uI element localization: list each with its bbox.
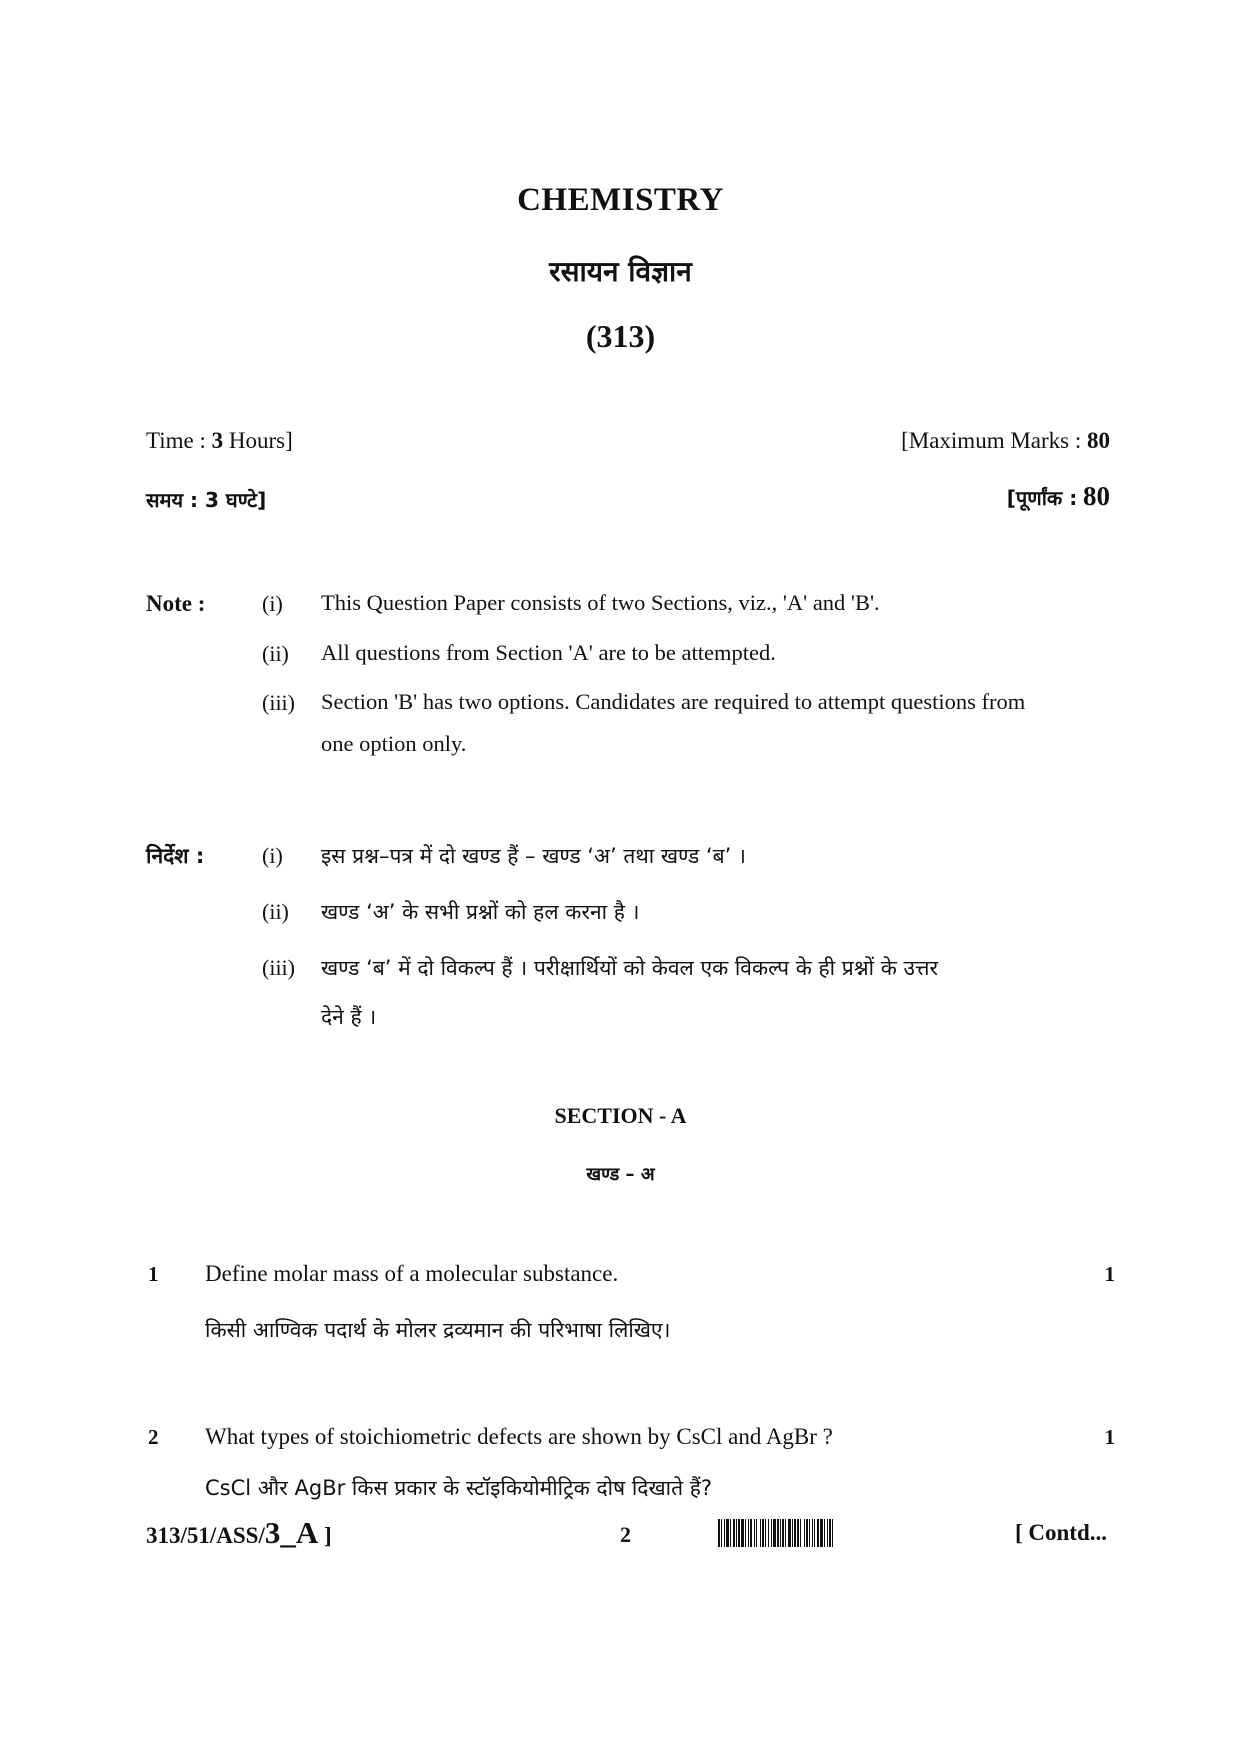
page-number: 2: [620, 1522, 631, 1547]
question-number: 1: [148, 1262, 159, 1286]
page-title: CHEMISTRY: [517, 182, 724, 218]
note-item-number: (i): [262, 591, 283, 616]
time-value: 3: [211, 428, 224, 453]
page-title-hindi: रसायन विज्ञान: [549, 255, 692, 288]
paper-code-set: 3_A: [264, 1515, 319, 1550]
section-title-hindi: खण्ड – अ: [586, 1164, 655, 1185]
note-item-text-hindi: खण्ड ‘अ’ के सभी प्रश्नों को हल करना है ।: [321, 900, 640, 924]
note-item-text-hindi: इस प्रश्न–पत्र में दो खण्ड हैं – खण्ड ‘अ’ तथा खण्ड ‘ब’ ।: [321, 844, 746, 868]
note-item-number: (iii): [262, 955, 295, 980]
note-item-number: (ii): [262, 899, 289, 924]
subject-code: (313): [585, 318, 656, 354]
note-heading-hindi: निर्देश :: [146, 844, 205, 868]
note-item-number: (i): [262, 843, 283, 868]
question-text-hindi: CsCl और AgBr किस प्रकार के स्टॉइकियोमीट्रिक दोष दिखाते हैं?: [205, 1476, 713, 1500]
note-item-text-hindi: खण्ड ‘ब’ में दो विकल्प हैं । परीक्षार्थियों को केवल एक विकल्प के ही प्रश्नों के उत्तर: [321, 956, 939, 980]
max-marks-value-hindi: 80: [1083, 481, 1110, 511]
continued-label: [ Contd...: [1015, 1520, 1108, 1545]
note-item-text-hindi-continued: देने हैं ।: [321, 1005, 377, 1029]
max-marks-line: [901, 428, 1110, 454]
section-title: SECTION - A: [554, 1103, 687, 1128]
max-marks-line-hindi: [1007, 481, 1110, 512]
note-item-text-continued: one option only.: [321, 731, 467, 756]
question-number: 2: [148, 1425, 159, 1449]
note-item-number: (ii): [262, 641, 289, 666]
time-line: [146, 428, 293, 454]
time-unit: Hours]: [228, 428, 293, 453]
note-item-text: This Question Paper consists of two Sections, viz., 'A' and 'B'.: [321, 590, 880, 615]
note-item-number: (iii): [262, 690, 295, 715]
time-label: Time :: [146, 428, 206, 453]
time-line-hindi: समय : 3 घण्टे]: [146, 488, 267, 512]
paper-code: [146, 1515, 332, 1551]
barcode-image: [718, 1519, 982, 1547]
note-heading: Note :: [146, 591, 206, 616]
paper-code-prefix: 313/51/ASS/: [146, 1523, 265, 1548]
question-marks: 1: [1104, 1425, 1115, 1449]
question-text: What types of stoichiometric defects are shown by CsCl and AgBr ?: [205, 1424, 833, 1449]
paper-code-suffix: ]: [318, 1523, 332, 1548]
max-marks-label: [Maximum Marks :: [901, 428, 1082, 453]
note-item-text: Section 'B' has two options. Candidates are required to attempt questions from: [321, 689, 1026, 714]
note-item-text: All questions from Section 'A' are to be attempted.: [321, 640, 776, 665]
question-text: Define molar mass of a molecular substance.: [205, 1261, 619, 1286]
max-marks-label-hindi: [पूर्णांक :: [1006, 486, 1078, 510]
max-marks-value: 80: [1087, 428, 1110, 453]
question-text-hindi: किसी आण्विक पदार्थ के मोलर द्रव्यमान की परिभाषा लिखिए।: [205, 1318, 671, 1342]
question-marks: 1: [1104, 1262, 1115, 1286]
